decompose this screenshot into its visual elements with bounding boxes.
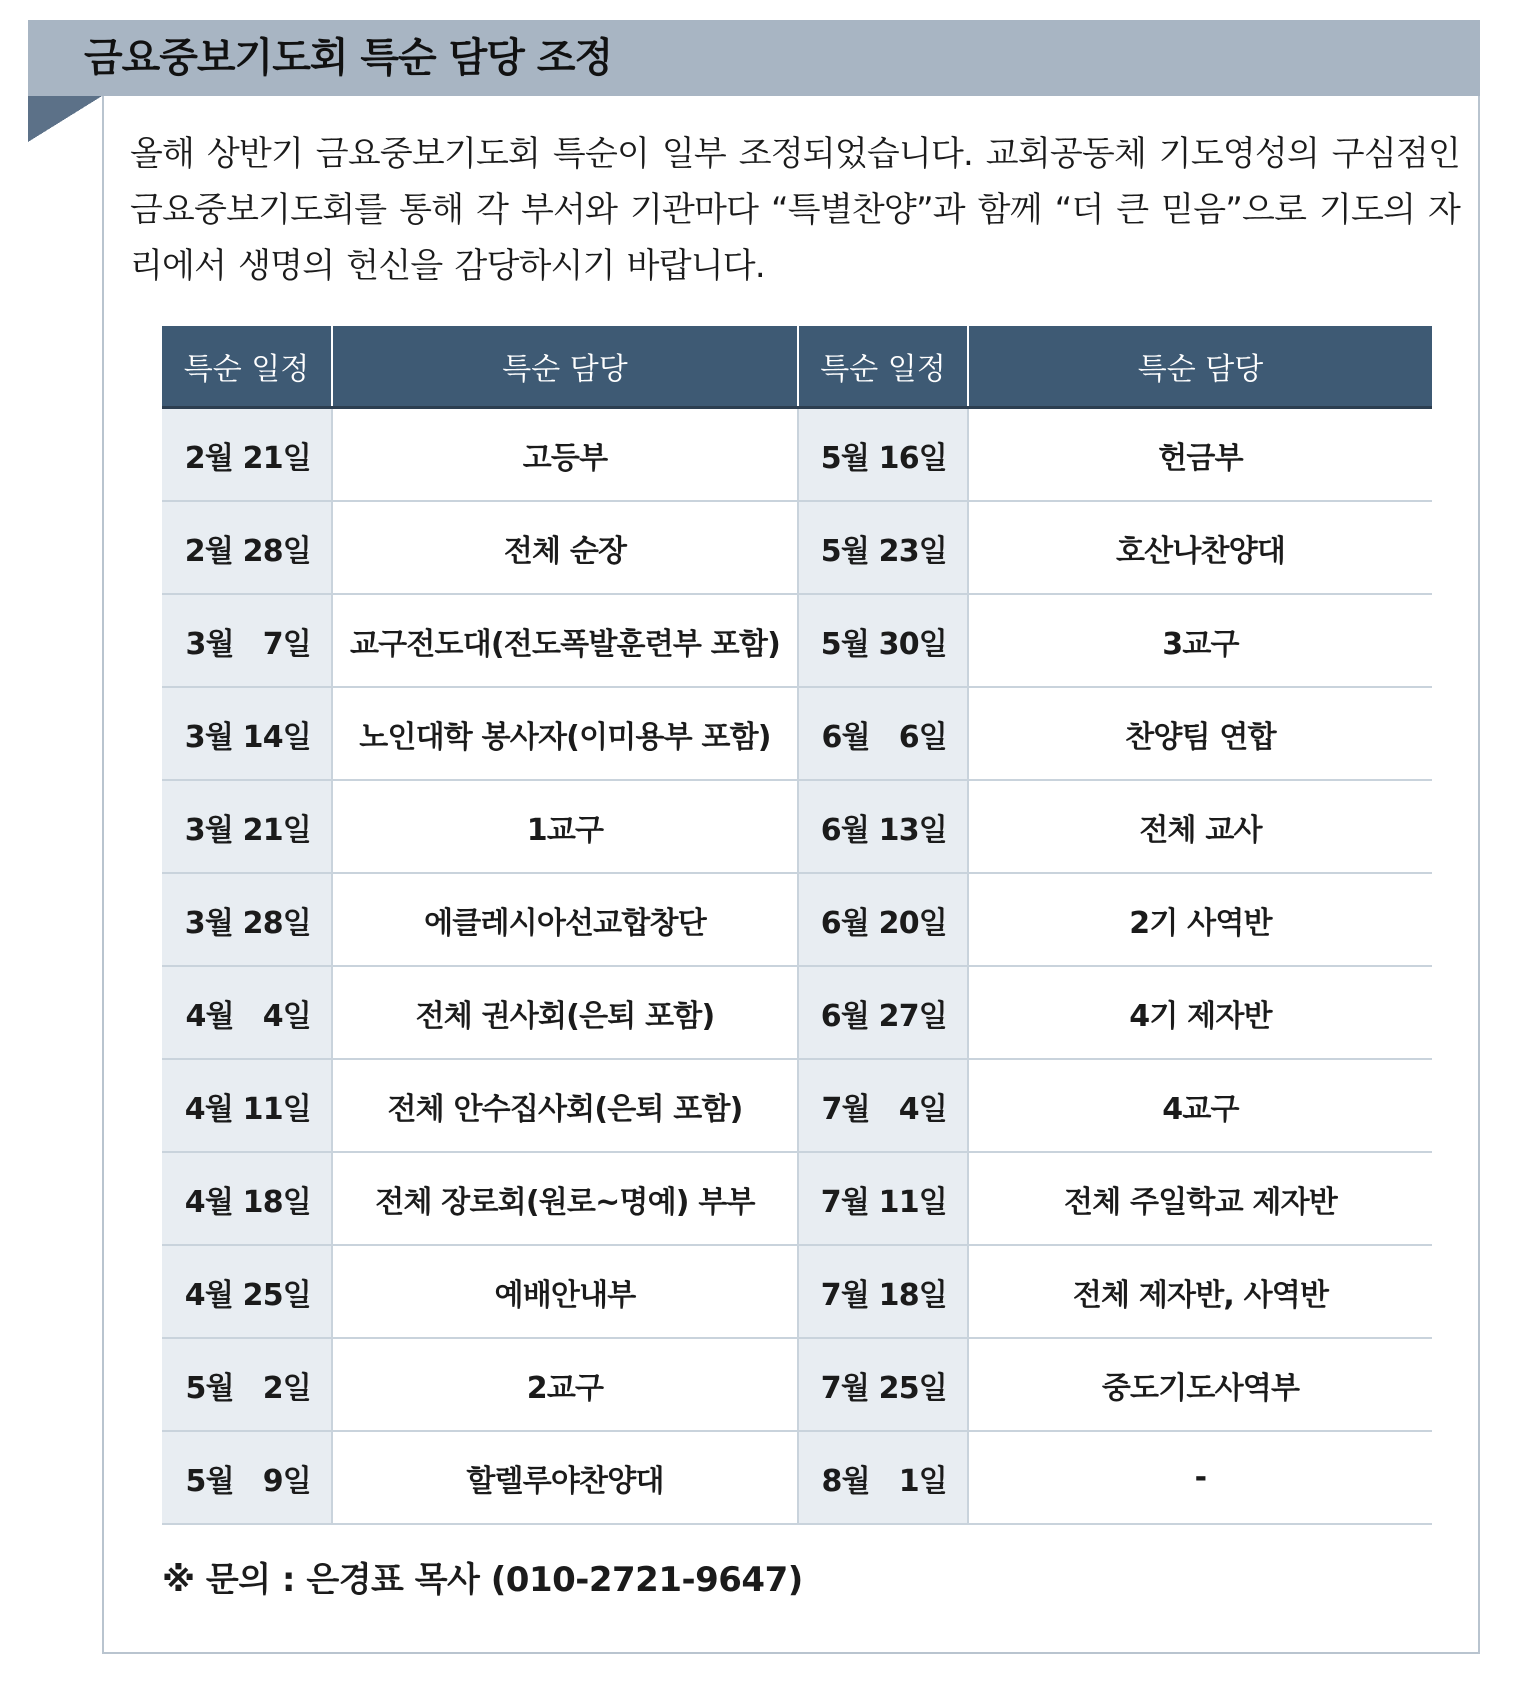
- date-cell: 3월 21일: [162, 780, 332, 873]
- team-cell: -: [968, 1431, 1432, 1524]
- team-cell: 고등부: [332, 408, 798, 502]
- team-cell: 4기 제자반: [968, 966, 1432, 1059]
- team-cell: 호산나찬양대: [968, 501, 1432, 594]
- title-bar: [28, 20, 1480, 96]
- header-team-2: 특순 담당: [968, 326, 1432, 408]
- table-row: [162, 873, 1432, 966]
- date-cell: 7월 11일: [798, 1152, 968, 1245]
- date-cell: 7월 25일: [798, 1338, 968, 1431]
- date-cell: 4월 11일: [162, 1059, 332, 1152]
- table-row: [162, 1152, 1432, 1245]
- team-cell: 중도기도사역부: [968, 1338, 1432, 1431]
- date-cell: 2월 28일: [162, 501, 332, 594]
- date-cell: 4월 4일: [162, 966, 332, 1059]
- table-row: [162, 501, 1432, 594]
- team-cell: 예배안내부: [332, 1245, 798, 1338]
- team-cell: 교구전도대(전도폭발훈련부 포함): [332, 594, 798, 687]
- date-cell: 3월 14일: [162, 687, 332, 780]
- intro-paragraph: 올해 상반기 금요중보기도회 특순이 일부 조정되었습니다. 교회공동체 기도영성의 구심점인 금요중보기도회를 통해 각 부서와 기관마다 “특별찬양”과 함께 “더 큰 믿음”으로 기도의 자리에서 생명의 헌신을 감당하시기 바랍니다.: [130, 134, 1460, 286]
- header-team-1: 특순 담당: [332, 326, 798, 408]
- date-cell: 4월 25일: [162, 1245, 332, 1338]
- table-row: [162, 594, 1432, 687]
- date-cell: 8월 1일: [798, 1431, 968, 1524]
- table-row: [162, 408, 1432, 502]
- table-row: [162, 1245, 1432, 1338]
- team-cell: 1교구: [332, 780, 798, 873]
- team-cell: 전체 교사: [968, 780, 1432, 873]
- date-cell: 5월 9일: [162, 1431, 332, 1524]
- date-cell: 6월 20일: [798, 873, 968, 966]
- team-cell: 노인대학 봉사자(이미용부 포함): [332, 687, 798, 780]
- team-cell: 전체 순장: [332, 501, 798, 594]
- date-cell: 5월 23일: [798, 501, 968, 594]
- table-row: [162, 780, 1432, 873]
- date-cell: 3월 28일: [162, 873, 332, 966]
- table-row: [162, 1059, 1432, 1152]
- date-cell: 7월 4일: [798, 1059, 968, 1152]
- team-cell: 전체 권사회(은퇴 포함): [332, 966, 798, 1059]
- table-header-row: [162, 326, 1432, 408]
- team-cell: 헌금부: [968, 408, 1432, 502]
- table-row: [162, 966, 1432, 1059]
- team-cell: 2교구: [332, 1338, 798, 1431]
- schedule-table: [162, 326, 1432, 1525]
- team-cell: 전체 제자반, 사역반: [968, 1245, 1432, 1338]
- date-cell: 2월 21일: [162, 408, 332, 502]
- table-row: [162, 687, 1432, 780]
- header-date-2: 특순 일정: [798, 326, 968, 408]
- page-title: 금요중보기도회 특순 담당 조정: [84, 35, 613, 81]
- title-corner-tab: [28, 96, 102, 142]
- team-cell: 4교구: [968, 1059, 1432, 1152]
- header-date-1: 특순 일정: [162, 326, 332, 408]
- date-cell: 3월 7일: [162, 594, 332, 687]
- team-cell: 전체 장로회(원로~명예) 부부: [332, 1152, 798, 1245]
- team-cell: 전체 안수집사회(은퇴 포함): [332, 1059, 798, 1152]
- team-cell: 3교구: [968, 594, 1432, 687]
- date-cell: 6월 27일: [798, 966, 968, 1059]
- date-cell: 5월 30일: [798, 594, 968, 687]
- date-cell: 4월 18일: [162, 1152, 332, 1245]
- team-cell: 찬양팀 연합: [968, 687, 1432, 780]
- date-cell: 6월 6일: [798, 687, 968, 780]
- date-cell: 7월 18일: [798, 1245, 968, 1338]
- team-cell: 할렐루야찬양대: [332, 1431, 798, 1524]
- team-cell: 2기 사역반: [968, 873, 1432, 966]
- team-cell: 에클레시아선교합창단: [332, 873, 798, 966]
- team-cell: 전체 주일학교 제자반: [968, 1152, 1432, 1245]
- date-cell: 5월 2일: [162, 1338, 332, 1431]
- date-cell: 6월 13일: [798, 780, 968, 873]
- table-row: [162, 1431, 1432, 1524]
- date-cell: 5월 16일: [798, 408, 968, 502]
- contact-info: ※ 문의 : 은경표 목사 (010-2721-9647): [162, 1560, 803, 1600]
- table-row: [162, 1338, 1432, 1431]
